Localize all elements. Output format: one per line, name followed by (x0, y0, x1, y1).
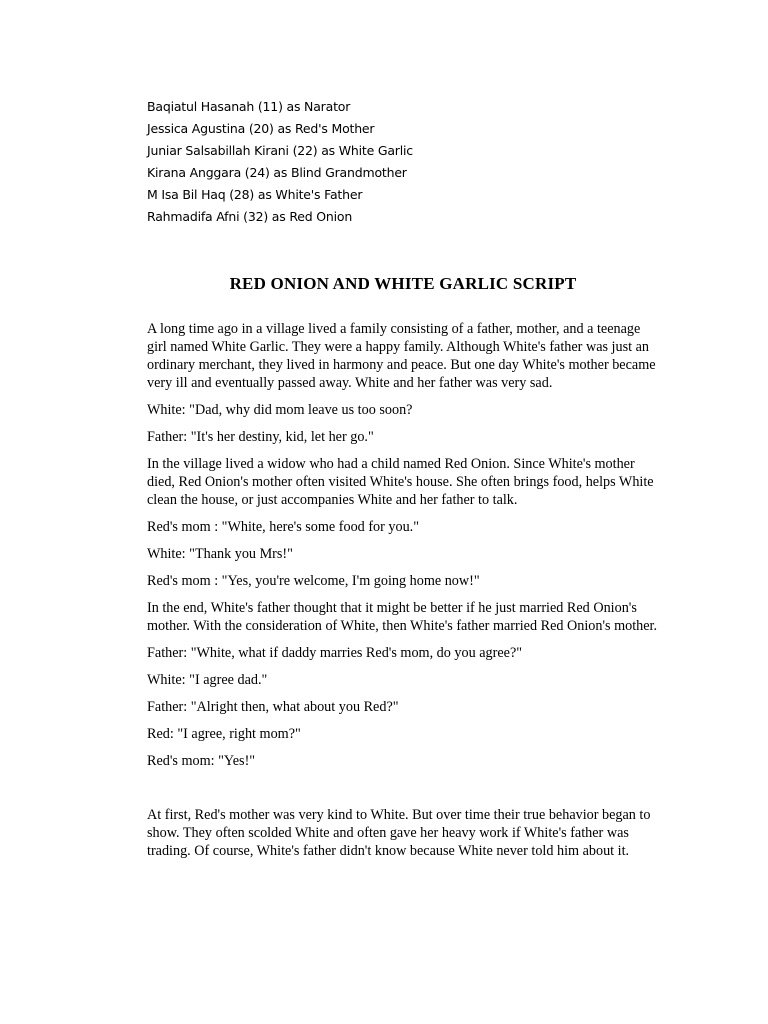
dialogue-line: White: "Thank you Mrs!" (147, 546, 293, 562)
narration-paragraph: In the end, White's father thought that it might be better if he just married Red Onion's mother. With the consideration of White, then White's father married Red Onion's mother. (147, 600, 658, 634)
dialogue-line: Red's mom : "Yes, you're welcome, I'm going home now!" (147, 573, 480, 589)
cast-item: Rahmadifa Afni (32) as Red Onion (147, 209, 353, 224)
cast-item: M Isa Bil Haq (28) as White's Father (147, 187, 363, 202)
dialogue-line: Red's mom : "White, here's some food for you." (147, 519, 420, 535)
dialogue-line: Father: "It's her destiny, kid, let her go." (147, 429, 374, 445)
dialogue-line: Father: "Alright then, what about you Red?" (147, 699, 399, 715)
cast-list (147, 96, 659, 228)
narration-paragraph: In the village lived a widow who had a child named Red Onion. Since White's mother died, Red Onion's mother often visited White's house. She often brings food, helps White clean the house, or just accompanies White and her father to talk. (147, 456, 654, 508)
script-body (147, 320, 659, 860)
cast-item: Baqiatul Hasanah (11) as Narator (147, 99, 351, 114)
dialogue-line: Red's mom: "Yes!" (147, 753, 256, 769)
script-title: RED ONION AND WHITE GARLIC SCRIPT (229, 274, 577, 293)
narration-paragraph: At first, Red's mother was very kind to White. But over time their true behavior began to show. They often scolded White and often gave her heavy work if White's father was trading. Of course, White's father didn't know because White never told him about it. (147, 807, 651, 859)
cast-item: Juniar Salsabillah Kirani (22) as White Garlic (147, 143, 413, 158)
cast-item: Kirana Anggara (24) as Blind Grandmother (147, 165, 407, 180)
cast-item: Jessica Agustina (20) as Red's Mother (147, 121, 375, 136)
dialogue-line: White: "Dad, why did mom leave us too soon? (147, 402, 413, 418)
narration-paragraph: A long time ago in a village lived a family consisting of a father, mother, and a teenage girl named White Garlic. They were a happy family. Although White's father was just an ordinary merchant, they lived in harmony and peace. But one day White's mother became very ill and eventually passed away. White and her father was very sad. (147, 321, 656, 391)
dialogue-line: Father: "White, what if daddy marries Red's mom, do you agree?" (147, 645, 523, 661)
dialogue-line: Red: "I agree, right mom?" (147, 726, 301, 742)
dialogue-line: White: "I agree dad." (147, 672, 268, 688)
document-page (147, 96, 659, 869)
